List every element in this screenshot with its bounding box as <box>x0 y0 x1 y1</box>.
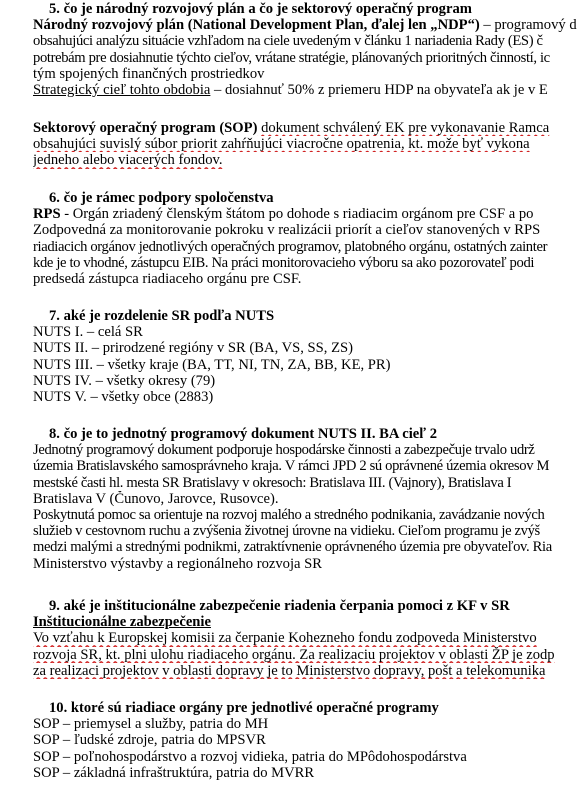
section-6-heading: 6. čo je rámec podpory spoločenstva <box>49 190 274 206</box>
rps-line-3: riadiacich orgánov jednotlivých operačných programov, platobného orgánu, ostatných zainter <box>33 238 548 255</box>
section-8-heading: 8. čo je to jednotný programový dokument NUTS II. BA cieľ 2 <box>49 426 438 442</box>
section-10 <box>33 700 583 781</box>
strategic-goal-term: Strategický cieľ tohto obdobia <box>33 81 211 98</box>
sop-authority-item: SOP – ľudské zdroje, patria do MPSVR <box>33 732 266 749</box>
section-5-heading: 5. čo je národný rozvojový plán a čo je sektorový operačný program <box>49 1 472 17</box>
sop-authority-item: SOP – poľnohospodárstvo a rozvoj vidieka, patria do MPôdohospodárstva <box>33 748 467 765</box>
nuts-item: NUTS V. – všetky obce (2883) <box>33 388 214 405</box>
sop-definition-text: dokument schválený EK pre vykonavanie Ramca <box>257 120 550 136</box>
rps-line-5: predsedá zástupca riadiaceho orgánu pre CSF. <box>33 270 302 287</box>
section-10-heading: 10. ktoré sú riadiace orgány pre jednotlivé operačné programy <box>49 700 439 716</box>
sop-term: Sektorový operačný program (SOP) <box>33 120 258 136</box>
ndp-line-2: obsahujúci analýzu situácie vzhľadom na ciele uvedeným v článku 1 nariadenia Rady (ES) č <box>33 33 543 50</box>
sop-line-2: obsahujúci suvislý súbor priorit zahŕňujúci viacročne opatrenia, kt. može byť vykona <box>33 136 530 153</box>
rps-line-2: Zodpovedná za monitorovanie pokroku v realizácii priorít a cieľov stanovených v RPS <box>33 222 541 239</box>
jpd-line: mestské časti hl. mesta SR Bratislavy v okresoch: Bratislava III. (Vajnory), Bratislava I <box>33 474 512 491</box>
jpd-line: Jednotný programový dokument podporuje hospodárske činnosti a zabezpečuje trvalo udrž <box>33 442 535 459</box>
jpd-line: medzi malými a strednými podnikmi, zatraktívnenie oprávneného územia pre obyvateľov. Ria <box>33 539 552 556</box>
ndp-line-3: potrebám pre dosiahnutie týchto cieľov, vrátane stratégie, plánovaných prioritných činností, ic <box>33 49 550 66</box>
nuts-item: NUTS III. – všetky kraje (BA, TT, NI, TN, ZA, BB, KE, PR) <box>33 356 391 373</box>
section-6 <box>33 190 583 287</box>
rps-line-4: kde je to vhodné, zástupcu EIB. Na práci monitorovacieho výboru sa ako pozorovateľ podi <box>33 254 535 271</box>
kf-line-3: za realizaci projektov v oblasti dopravy je to Ministerstvo dopravy, pošt a telekomunika <box>33 662 546 679</box>
nuts-item: NUTS IV. – všetky okresy (79) <box>33 372 216 389</box>
jpd-line: služieb v cestovnom ruchu a zvýšenia životnej úrovne na vidieku. Cieľom programu je zvýš <box>33 523 540 540</box>
section-9-subheading: Inštitucionálne zabezpečenie <box>33 614 211 631</box>
kf-line-1: Vo vzťahu k Europskej komisii za čerpanie Kohezneho fondu zodpoveda Ministerstvo <box>33 630 537 647</box>
section-8 <box>33 426 583 572</box>
jpd-line: Poskytnutá pomoc sa orientuje na rozvoj malého a stredného podnikania, zavádzanie nových <box>33 506 545 523</box>
strategic-goal-text: – dosiahnuť 50% z priemeru HDP na obyvateľa ak je v E <box>210 81 548 98</box>
section-7-heading: 7. aké je rozdelenie SR podľa NUTS <box>49 308 275 324</box>
section-7 <box>33 308 583 405</box>
jpd-line: Bratislava V (Čunovo, Jarovce, Rusovce). <box>33 490 279 507</box>
section-5 <box>33 1 583 98</box>
ndp-line-4: tým spojených finančných prostriedkov <box>33 65 265 82</box>
sop-authority-item: SOP – základná infraštruktúra, patria do MVRR <box>33 764 315 781</box>
rps-line-1: - Orgán zriadený členským štátom po dohode s riadiacim orgánom pre CSF a po <box>60 206 534 223</box>
nuts-item: NUTS II. – prirodzené regióny v SR (BA, VS, SS, ZS) <box>33 340 353 357</box>
ndp-term: Národný rozvojový plán (National Development Plan, ďalej len „NDP“) <box>33 17 480 34</box>
nuts-item: NUTS I. – celá SR <box>33 324 143 341</box>
ndp-definition: – programový d <box>479 17 577 34</box>
jpd-line: územia Bratislavského samosprávneho kraja. V rámci JPD 2 sú oprávnené územia okresov M <box>33 458 550 475</box>
sop-authority-item: SOP – priemysel a služby, patria do MH <box>33 716 269 733</box>
jpd-line: Ministerstvo výstavby a regionálneho rozvoja SR <box>33 555 322 572</box>
kf-line-2: rozvoja SR, kt. plni ulohu riadiaceho orgánu. Za realizaciu projektov v oblasti ŽP je zodp <box>33 646 555 663</box>
sop-definition <box>33 120 583 169</box>
section-9-heading: 9. aké je inštitucionálne zabezpečenie riadenia čerpania pomoci z KF v SR <box>49 598 510 614</box>
section-9 <box>33 598 583 679</box>
rps-term: RPS <box>33 206 61 223</box>
sop-line-3: jedneho alebo viacerých fondov. <box>33 152 223 169</box>
